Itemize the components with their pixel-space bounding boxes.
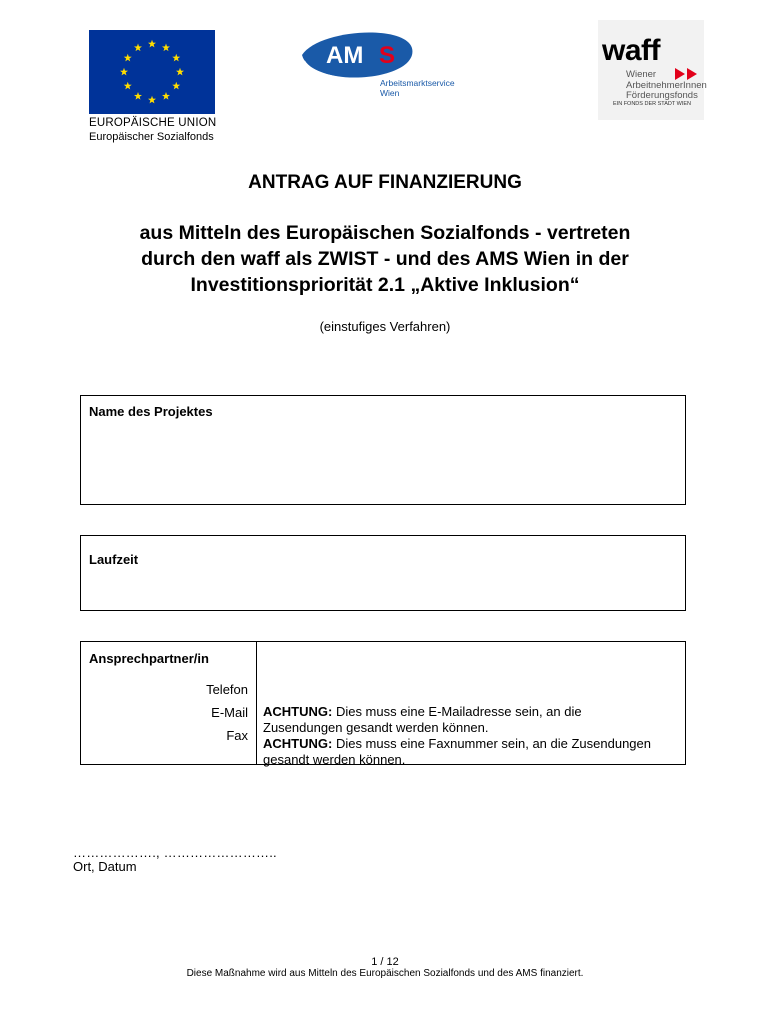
fax-note-text: Dies muss eine Faxnummer sein, an die Zusendungen gesandt werden können.	[263, 736, 651, 767]
eu-star-icon	[172, 82, 180, 90]
place-date-label: Ort, Datum	[73, 859, 137, 874]
ams-caption-line2: Wien	[380, 88, 400, 98]
ams-wordmark-s: S	[379, 42, 396, 69]
eu-star-icon	[120, 68, 128, 76]
eu-flag-logo	[89, 30, 215, 114]
eu-star-icon	[134, 44, 142, 52]
eu-star-icon	[172, 54, 180, 62]
document-subtitle	[0, 220, 770, 298]
document-title: ANTRAG AUF FINANZIERUNG	[248, 172, 522, 193]
project-name-label: Name des Projektes	[89, 404, 213, 419]
duration-label: Laufzeit	[89, 552, 139, 567]
email-note-text: Dies muss eine E-Mailadresse sein, an die Zusendungen gesandt werden können.	[263, 704, 582, 735]
waff-tagline: EIN FONDS DER STADT WIEN	[613, 101, 692, 107]
eu-stars-icon	[89, 30, 215, 114]
project-name-field[interactable]	[80, 395, 686, 505]
fax-note	[263, 736, 663, 768]
waff-caption-line1: Wiener	[626, 69, 657, 80]
procedure-note: (einstufiges Verfahren)	[319, 319, 451, 334]
eu-caption	[89, 116, 289, 144]
eu-star-icon	[124, 82, 132, 90]
duration-field[interactable]	[80, 535, 686, 611]
eu-caption-line2: Europäischer Sozialfonds	[89, 131, 214, 143]
contact-table	[80, 641, 686, 765]
eu-star-icon	[162, 44, 170, 52]
fax-label: Fax	[226, 728, 248, 743]
ams-caption	[380, 78, 455, 98]
email-note	[263, 704, 663, 736]
eu-star-icon	[134, 92, 142, 100]
waff-caption-line2: ArbeitnehmerInnen	[626, 79, 707, 91]
subtitle-line: Investitionspriorität 2.1 „Aktive Inklusion“	[190, 274, 580, 296]
place-date-line[interactable]: ………………., ……………………..	[73, 845, 277, 860]
page-number: 1 / 12	[371, 956, 399, 968]
contact-person-label: Ansprechpartner/in	[89, 651, 209, 666]
phone-label: Telefon	[206, 682, 248, 697]
email-note-warning: ACHTUNG:	[263, 704, 333, 719]
subtitle-line: aus Mitteln des Europäischen Sozialfonds - vertreten	[139, 222, 631, 244]
contact-notes[interactable]	[263, 704, 663, 768]
waff-caption	[626, 70, 707, 102]
eu-star-icon	[148, 40, 156, 48]
waff-wordmark: waff	[602, 34, 660, 67]
eu-caption-line1: EUROPÄISCHE UNION	[89, 117, 217, 129]
subtitle-line: durch den waff als ZWIST - und des AMS Wien in der	[141, 248, 629, 270]
waff-caption-line3: Förderungsfonds	[626, 90, 698, 101]
ams-caption-line1: Arbeitsmarktservice	[380, 78, 455, 88]
email-label: E-Mail	[211, 705, 248, 720]
ams-wordmark-am: AM	[326, 42, 364, 69]
eu-star-icon	[124, 54, 132, 62]
eu-star-icon	[148, 96, 156, 104]
eu-star-icon	[162, 92, 170, 100]
eu-star-icon	[176, 68, 184, 76]
footer-note: Diese Maßnahme wird aus Mitteln des Europäischen Sozialfonds und des AMS finanziert.	[186, 968, 584, 979]
fax-note-warning: ACHTUNG:	[263, 736, 333, 751]
contact-divider	[256, 642, 257, 764]
